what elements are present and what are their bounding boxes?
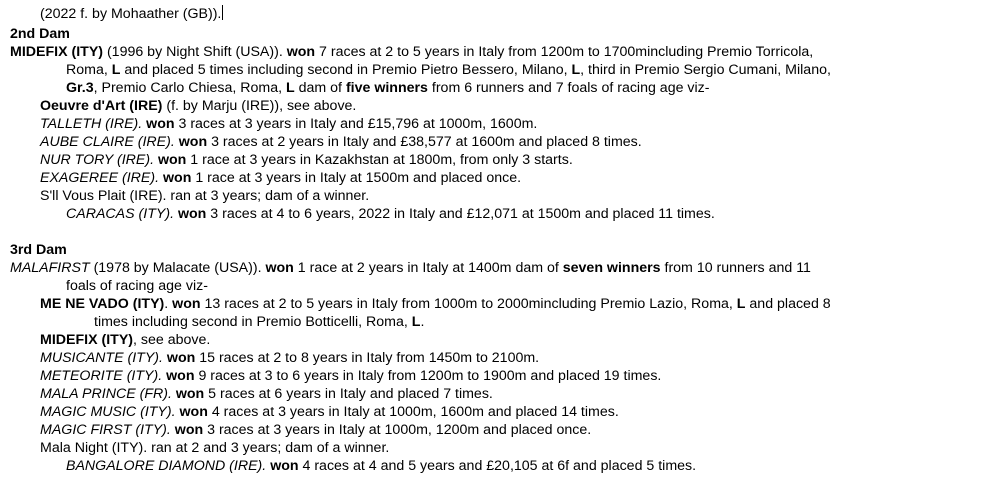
second-dam-line-2: Roma, L and placed 5 times including second in Premio Pietro Bessero, Milano, L, third in Premio Sergio Cumani, Milano,: [66, 62, 831, 78]
second-dam-line-1: MIDEFIX (ITY) (1996 by Night Shift (USA)). won 7 races at 2 to 5 years in Italy from 1200m to 1700mincluding Premio Torricola,: [10, 44, 814, 60]
offspring-entry-continued: times including second in Premio Botticelli, Roma, L.: [94, 314, 425, 330]
offspring-entry: S'll Vous Plait (IRE). ran at 3 years; dam of a winner.: [40, 188, 370, 204]
dam-name: MIDEFIX (ITY): [10, 44, 104, 60]
dam-name: MALAFIRST: [10, 260, 90, 276]
offspring-entry: ME NE VADO (ITY). won 13 races at 2 to 5 years in Italy from 1000m to 2000mincluding Premio Lazio, Roma, L and placed 8: [40, 296, 831, 312]
offspring-entry: MUSICANTE (ITY). won 15 races at 2 to 8 years in Italy from 1450m to 2100m.: [40, 350, 540, 366]
offspring-entry: MIDEFIX (ITY), see above.: [40, 332, 211, 348]
offspring-entry: Mala Night (ITY). ran at 2 and 3 years; dam of a winner.: [40, 440, 390, 456]
third-dam-heading: 3rd Dam: [10, 242, 67, 258]
grand-offspring-entry: CARACAS (ITY). won 3 races at 4 to 6 years, 2022 in Italy and £12,071 at 1500m and placed 11 times.: [66, 206, 715, 222]
grand-offspring-entry: BANGALORE DIAMOND (IRE). won 4 races at 4 and 5 years and £20,105 at 6f and placed 5 times.: [66, 458, 697, 474]
offspring-entry: METEORITE (ITY). won 9 races at 3 to 6 years in Italy from 1200m to 1900m and placed 19 times.: [40, 368, 662, 384]
top-line: (2022 f. by Mohaather (GB)).: [40, 6, 222, 22]
offspring-entry: MAGIC FIRST (ITY). won 3 races at 3 years in Italy at 1000m, 1200m and placed once.: [40, 422, 592, 438]
third-dam-line-2: foals of racing age viz-: [66, 278, 208, 294]
third-dam-line-1: MALAFIRST (1978 by Malacate (USA)). won 1 race at 2 years in Italy at 1400m dam of seven winners from 10 runners and 11: [10, 260, 811, 276]
offspring-entry: TALLETH (IRE). won 3 races at 3 years in Italy and £15,796 at 1000m, 1600m.: [40, 116, 538, 132]
second-dam-line-3: Gr.3, Premio Carlo Chiesa, Roma, L dam of five winners from 6 runners and 7 foals of racing age viz-: [66, 80, 710, 96]
second-dam-heading: 2nd Dam: [10, 26, 70, 42]
text-cursor: [222, 5, 223, 20]
offspring-entry: AUBE CLAIRE (IRE). won 3 races at 2 years in Italy and £38,577 at 1600m and placed 8 times.: [40, 134, 642, 150]
offspring-entry: MAGIC MUSIC (ITY). won 4 races at 3 years in Italy at 1000m, 1600m and placed 14 times.: [40, 404, 619, 420]
offspring-entry: NUR TORY (IRE). won 1 race at 3 years in Kazakhstan at 1800m, from only 3 starts.: [40, 152, 573, 168]
offspring-entry: MALA PRINCE (FR). won 5 races at 6 years in Italy and placed 7 times.: [40, 386, 493, 402]
offspring-entry: Oeuvre d'Art (IRE) (f. by Marju (IRE)), see above.: [40, 98, 357, 114]
offspring-entry: EXAGEREE (IRE). won 1 race at 3 years in Italy at 1500m and placed once.: [40, 170, 522, 186]
